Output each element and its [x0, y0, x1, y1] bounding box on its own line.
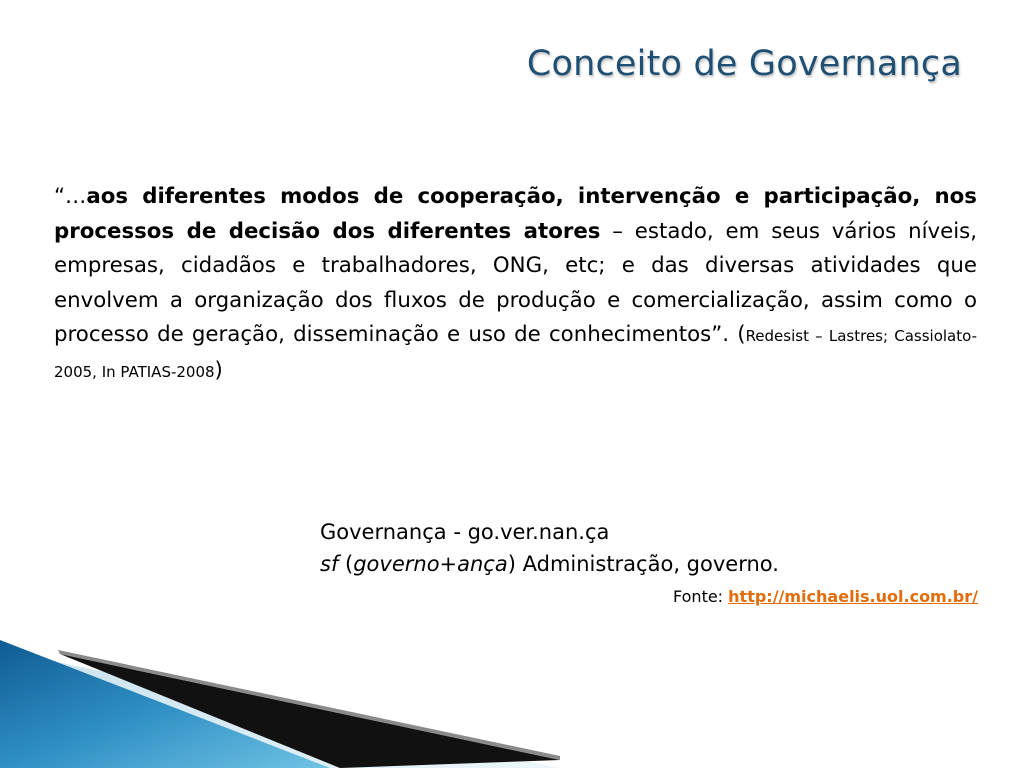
source-link[interactable]: http://michaelis.uol.com.br/	[728, 587, 978, 606]
dictionary-definition	[320, 516, 977, 580]
definition-etymology: governo+ança	[353, 552, 508, 576]
quote-paragraph	[54, 180, 977, 389]
definition-word-class: sf	[320, 552, 339, 576]
slide-title: Conceito de Governança	[526, 44, 962, 84]
definition-meaning-line	[320, 548, 977, 580]
definition-etym-open: (	[338, 552, 354, 576]
definition-separator: -	[446, 520, 468, 544]
quote-close: )	[214, 357, 223, 383]
definition-syllables: go.ver.nan.ça	[467, 520, 610, 544]
definition-etym-close: )	[507, 552, 516, 576]
corner-decoration	[0, 628, 1024, 768]
definition-meaning: Administração, governo.	[515, 552, 779, 576]
quote-citation: Redesist – Lastres; Cassiolato-2005, In PATIAS-2008	[54, 327, 977, 381]
quote-open-mark: “…	[54, 184, 87, 209]
quote-body: – estado, em seus vários níveis, empresas, cidadãos e trabalhadores, ONG, etc; e das diversas atividades que envolvem a organização dos fluxos de produção e comercialização, assim como o processo de geração, disseminação e uso de conhecimentos”. (	[54, 218, 977, 347]
definition-headword-line	[320, 516, 977, 548]
source-label: Fonte:	[673, 587, 729, 606]
quote-emphasis: aos diferentes modos de cooperação, intervenção e participação, nos processos de decisão dos diferentes atores	[54, 184, 977, 244]
source-line	[673, 587, 978, 606]
definition-term: Governança	[320, 520, 447, 544]
